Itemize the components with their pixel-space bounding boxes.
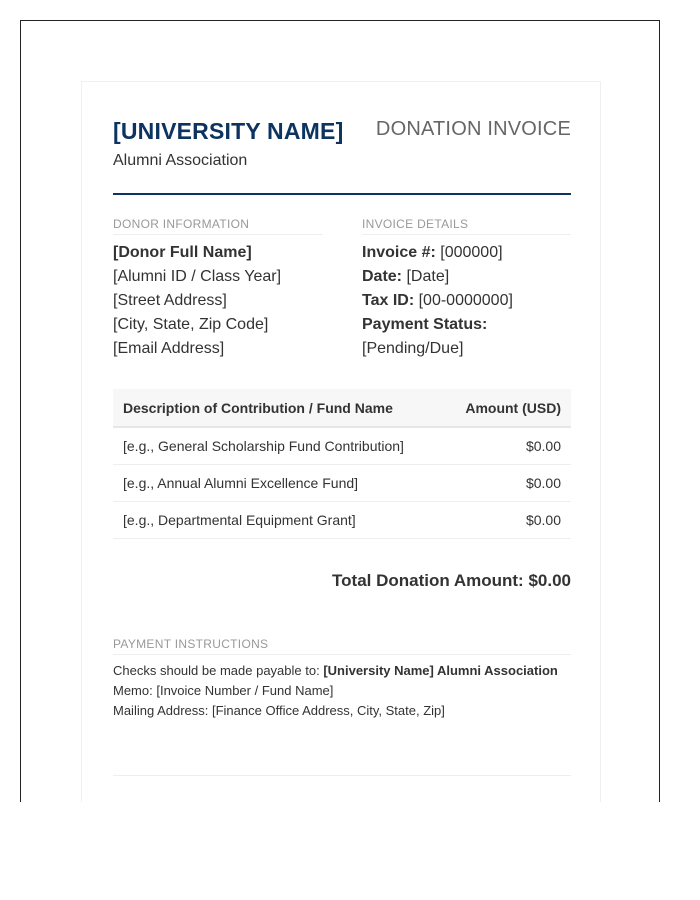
checks-payee: [University Name] Alumni Association <box>323 663 558 678</box>
donor-section-label: DONOR INFORMATION <box>113 217 323 235</box>
total-donation <box>332 571 571 591</box>
donor-alumni-id: [Alumni ID / Class Year] <box>113 268 282 285</box>
amount-column-header: Amount (USD) <box>444 389 571 427</box>
donor-information <box>113 217 323 361</box>
tax-id-value: [00-0000000] <box>418 292 513 309</box>
checks-prefix: Checks should be made payable to: <box>113 663 320 678</box>
invoice-number <box>362 241 571 265</box>
footer-divider <box>113 775 571 776</box>
memo-line: Memo: [Invoice Number / Fund Name] <box>113 683 334 698</box>
association-subtitle: Alumni Association <box>113 152 248 169</box>
tax-id <box>362 289 571 313</box>
payment-status-value: [Pending/Due] <box>362 340 464 357</box>
payment-section-label: PAYMENT INSTRUCTIONS <box>113 637 571 655</box>
table-row <box>113 502 571 539</box>
row-amount: $0.00 <box>444 502 571 539</box>
row-description: [e.g., Annual Alumni Excellence Fund] <box>113 465 444 502</box>
document-title: DONATION INVOICE <box>375 118 571 140</box>
row-description: [e.g., General Scholarship Fund Contribution] <box>113 427 444 465</box>
checks-payable-line <box>113 661 571 681</box>
invoice-content <box>113 118 571 718</box>
contributions-table <box>113 389 571 539</box>
donor-name: [Donor Full Name] <box>113 244 252 261</box>
row-amount: $0.00 <box>444 465 571 502</box>
university-name: [UNIVERSITY NAME] <box>113 118 344 144</box>
invoice-details <box>362 217 571 361</box>
payment-status-label: Payment Status: <box>362 316 488 333</box>
donor-email: [Email Address] <box>113 340 225 357</box>
mailing-address-line: Mailing Address: [Finance Office Address, City, State, Zip] <box>113 703 445 718</box>
tax-id-label: Tax ID: <box>362 292 415 309</box>
donor-city: [City, State, Zip Code] <box>113 316 269 333</box>
table-row <box>113 465 571 502</box>
total-label: Total Donation Amount: <box>332 571 524 590</box>
table-row <box>113 427 571 465</box>
invoice-number-label: Invoice #: <box>362 244 436 261</box>
invoice-page <box>81 81 601 802</box>
invoice-section-label: INVOICE DETAILS <box>362 217 571 235</box>
info-section <box>113 217 571 387</box>
invoice-number-value: [000000] <box>440 244 503 261</box>
description-column-header: Description of Contribution / Fund Name <box>113 389 444 427</box>
table-header-row <box>113 389 571 427</box>
donor-street: [Street Address] <box>113 292 227 309</box>
total-value: $0.00 <box>528 571 571 590</box>
row-amount: $0.00 <box>444 427 571 465</box>
invoice-date <box>362 265 571 289</box>
invoice-date-value: [Date] <box>406 268 450 285</box>
invoice-date-label: Date: <box>362 268 403 285</box>
payment-instructions <box>113 637 571 721</box>
row-description: [e.g., Departmental Equipment Grant] <box>113 502 444 539</box>
invoice-header <box>113 118 571 195</box>
